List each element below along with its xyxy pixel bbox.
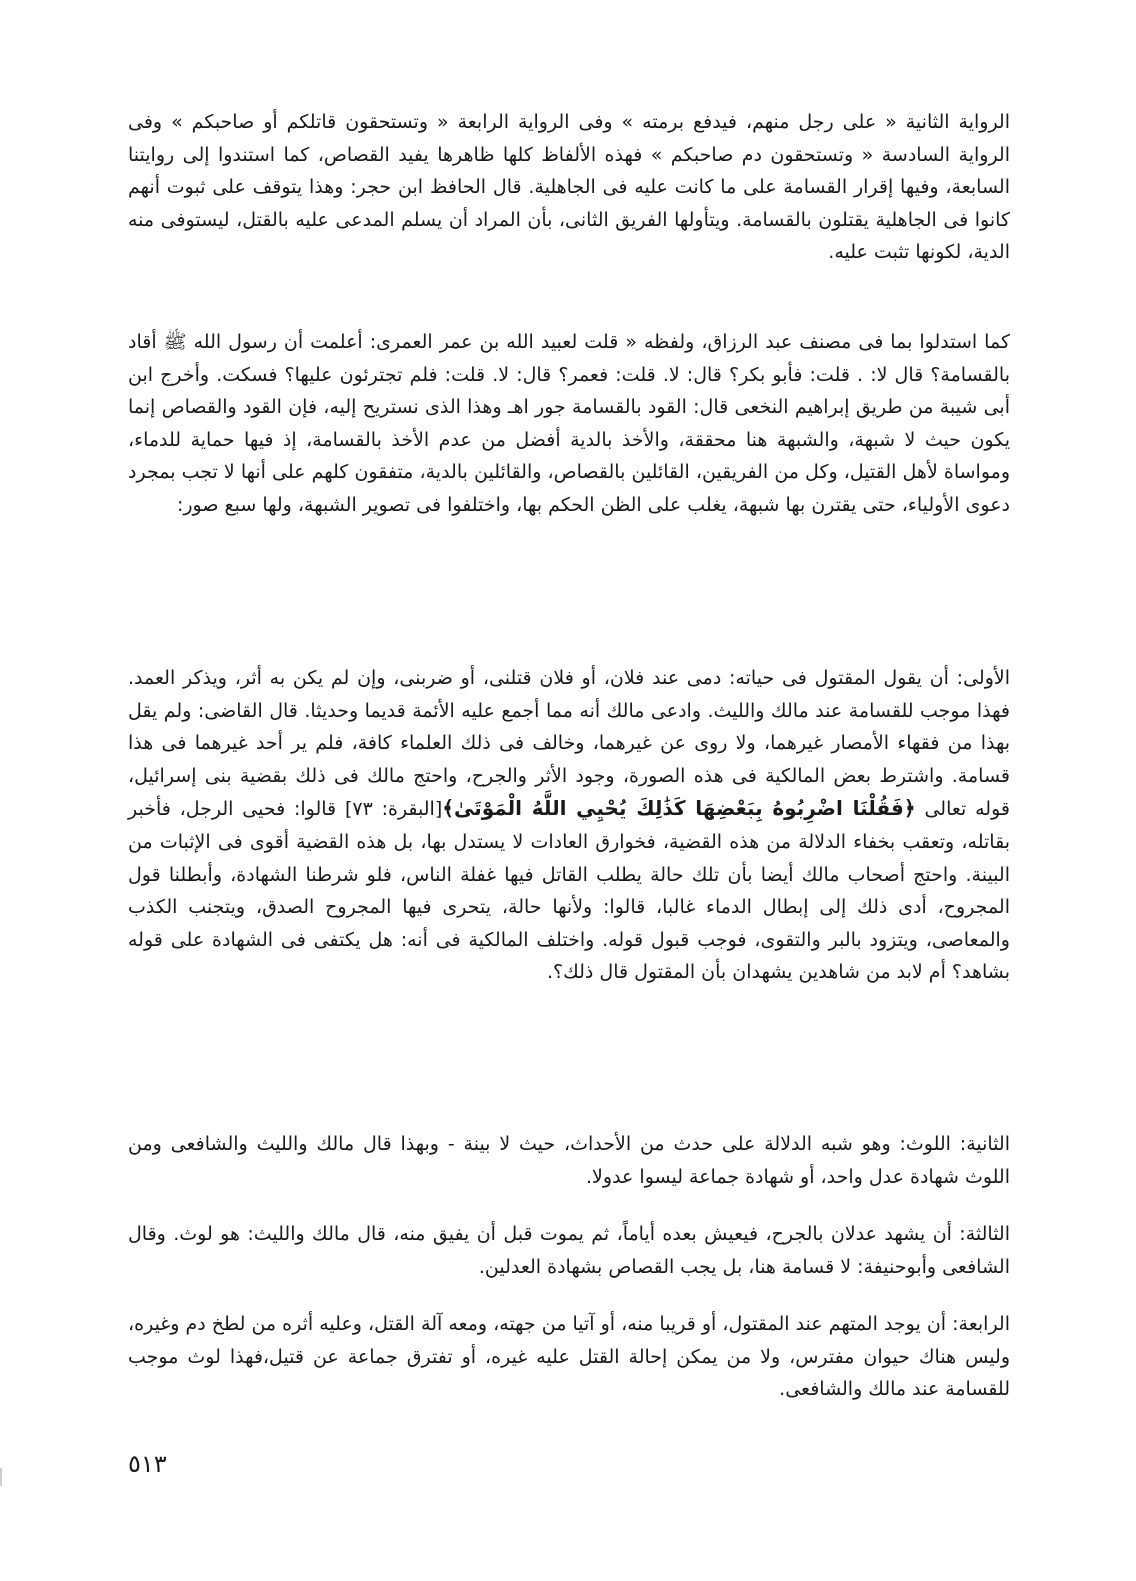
paragraph-6-text: الرابعة: أن يوجد المتهم عند المقتول، أو قريبا منه، أو آتيا من جهته، ومعه آلة القتل، وعليه أثره من لطخ دم وغيره، وليس هناك حيوان مفترس، ولا من يمكن إحالة القتل عليه غيره، أو تفترق جماعة عن قتيل،فهذا لوث موجب للقسامة عند مالك والشافعى. — [128, 1313, 1010, 1401]
paragraph-6 — [128, 1308, 1010, 1406]
paragraph-3 — [128, 662, 1010, 989]
paragraph-1 — [128, 106, 1010, 269]
quran-verse: ﴿فَقُلْنَا اضْرِبُوهُ بِبَعْضِهَا كَذَٰلِكَ يُحْيِي اللَّهُ الْمَوْتَىٰ﴾ — [442, 796, 916, 821]
scan-edge-mark — [0, 1468, 2, 1486]
page-number: ٥١٣ — [128, 1450, 167, 1478]
paragraph-5-text: الثالثة: أن يشهد عدلان بالجرح، فيعيش بعده أياماً، ثم يموت قبل أن يفيق منه، قال مالك والليث: هو لوث. وقال الشافعى وأبوحنيفة: لا قسامة هنا، بل يجب القصاص بشهادة العدلين. — [128, 1223, 1010, 1278]
paragraph-4-text: الثانية: اللوث: وهو شبه الدلالة على حدث من الأحداث، حيث لا بينة - وبهذا قال مالك والليث والشافعى ومن اللوث شهادة عدل واحد، أو شهادة جماعة ليسوا عدولا. — [128, 1133, 1010, 1188]
paragraph-2-text: كما استدلوا بما فى مصنف عبد الرزاق، ولفظه « قلت لعبيد الله بن عمر العمرى: أعلمت أن رسول الله ﷺ أقاد بالقسامة؟ قال لا: . قلت: فأبو بكر؟ قال: لا. قلت: فعمر؟ قال: لا. قلت: فلم تجترئون عليها؟ فسكت. وأخرج ابن أبى شيبة من طريق إبراهيم النخعى قال: القود بالقسامة جور اهـ وهذا الذى نستريح إليه، فإن القود والقصاص إنما يكون حيث لا شبهة، والشبهة هنا محققة، والأخذ بالدية أفضل من عدم الأخذ بالقسامة، إذ فيها حماية للدماء، ومواساة لأهل القتيل، وكل من الفريقين، القائلين بالقصاص، والقائلين بالدية، متفقون كلهم على أنها لا تجب بمجرد دعوى الأولياء، حتى يقترن بها شبهة، يغلب على الظن الحكم بها، واختلفوا فى تصوير الشبهة، ولها سبع صور: — [128, 331, 1010, 516]
paragraph-4 — [128, 1128, 1010, 1193]
paragraph-2 — [128, 326, 1010, 522]
paragraph-1-text: الرواية الثانية « على رجل منهم، فيدفع برمته » وفى الرواية الرابعة « وتستحقون قاتلكم أو صاحبكم » وفى الرواية السادسة « وتستحقون دم صاحبكم » فهذه الألفاظ كلها ظاهرها يفيد القصاص، كما استندوا إلى روايتنا السابعة، وفيها إقرار القسامة على ما كانت عليه فى الجاهلية. قال الحافظ ابن حجر: وهذا يتوقف على ثبوت أنهم كانوا فى الجاهلية يقتلون بالقسامة. ويتأولها الفريق الثانى، بأن المراد أن يسلم المدعى عليه بالقتل، ليستوفى منه الدية، لكونها تثبت عليه. — [128, 111, 1010, 264]
paragraph-3-text-before: الأولى: أن يقول المقتول فى حياته: دمى عند فلان، أو فلان قتلنى، أو ضربنى، وإن لم يكن به أثر، ويذكر العمد. فهذا موجب للقسامة عند مالك والليث. وادعى مالك أنه مما أجمع عليه الأئمة قديما وحديثا. قال القاضى: ولم يقل بهذا من فقهاء الأمصار غيرهما، ولا روى عن غيرهما، وخالف فى ذلك العلماء كافة، فلم ير أحد غيرهما فى هذا قسامة. واشترط بعض المالكية فى هذه الصورة، وجود الأثر والجرح، واحتج مالك فى ذلك بقضية بنى إسرائيل، قوله تعالى — [128, 667, 1010, 821]
paragraph-5 — [128, 1218, 1010, 1283]
paragraph-3-text-after: [البقرة: ٧٣] قالوا: فحيى الرجل، فأخبر بقاتله، وتعقب بخفاء الدلالة من هذه القضية، فخوارق العادات لا يستدل بها، بل هذه القضية أقوى فى الإثبات من البينة. واحتج أصحاب مالك أيضا بأن تلك حالة يطلب القاتل فيها غفلة الناس، فلو شرطنا الشهادة، وأبطلنا قول المجروح، أدى ذلك إلى إبطال الدماء غالبا، قالوا: ولأنها حالة، يتحرى فيها المجروح الصدق، ويتجنب الكذب والمعاصى، ويتزود بالبر والتقوى، فوجب قبول قوله. واختلف المالكية فى أنه: هل يكتفى فى الشهادة على قوله بشاهد؟ أم لابد من شاهدين يشهدان بأن المقتول قال ذلك؟. — [128, 798, 1010, 984]
paragraph-3-text — [128, 662, 1010, 989]
